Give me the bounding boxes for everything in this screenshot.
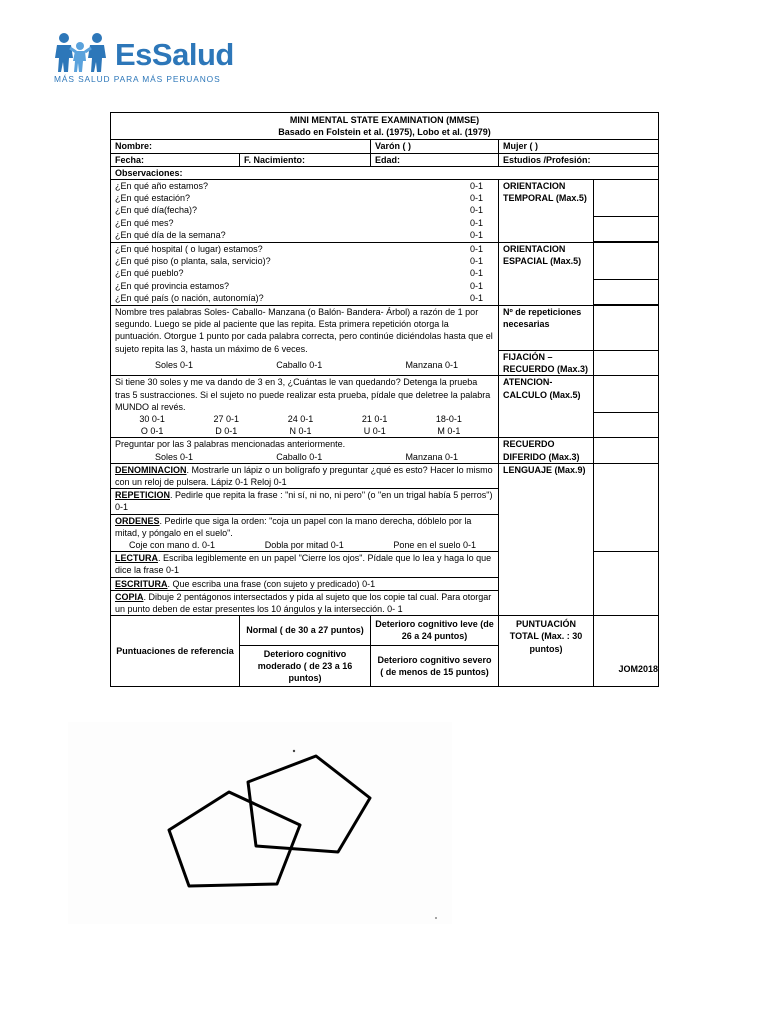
- essalud-logo: [52, 32, 242, 88]
- copia-item: COPIA. Dibuje 2 pentágonos intersectados y pida al sujeto que los copie tal cual. Para otorgar un punto deben de estar presentes los 10 ángulos y la intersección. 0- 1: [111, 590, 499, 615]
- score-box[interactable]: [594, 376, 659, 413]
- family-icon: [52, 32, 114, 74]
- word-manzana: Manzana 0-1: [405, 359, 458, 370]
- score-box[interactable]: [594, 217, 659, 242]
- score-box[interactable]: [594, 463, 659, 551]
- leve-range: Deterioro cognitivo leve (de 26 a 24 puntos): [371, 616, 499, 645]
- repeticiones-box[interactable]: [594, 306, 659, 351]
- word-caballo: Caballo 0-1: [276, 359, 323, 370]
- brand-tagline: MÁS SALUD PARA MÁS PERUANOS: [54, 74, 221, 84]
- question-item: ¿En qué hospital ( o lugar) estamos? 0-1: [115, 244, 483, 255]
- repeticiones-label: Nº de repeticiones necesarias: [499, 306, 594, 351]
- question-item: ¿En qué país (o nación, autonomía)? 0-1: [115, 292, 483, 303]
- letters-row: O 0-1 D 0-1 N 0-1 U 0-1 M 0-1: [140, 426, 461, 437]
- word-soles: Soles 0-1: [155, 359, 194, 370]
- left-pentagon: [169, 792, 300, 886]
- observaciones-field[interactable]: Observaciones:: [111, 166, 659, 179]
- pentagon-drawing: [68, 722, 452, 924]
- score-box[interactable]: [594, 413, 659, 438]
- moderado-range: Deterioro cognitivo moderado ( de 23 a 16 puntos): [240, 645, 371, 687]
- question-item: ¿En qué piso (o planta, sala, servicio)? 0-1: [115, 256, 483, 267]
- nacimiento-field[interactable]: F. Nacimiento:: [240, 153, 371, 166]
- score-box[interactable]: [594, 438, 659, 463]
- fijacion-label: FIJACIÓN – RECUERDO (Max.3): [499, 351, 594, 376]
- score-box[interactable]: [594, 280, 659, 305]
- referencia-label: Puntuaciones de referencia: [111, 616, 240, 687]
- score-box[interactable]: [594, 552, 659, 616]
- mujer-field[interactable]: Mujer ( ): [499, 140, 659, 153]
- question-item: ¿En qué día(fecha)? 0-1: [115, 205, 483, 216]
- question-item: ¿En qué estación? 0-1: [115, 193, 483, 204]
- question-item: ¿En qué día de la semana? 0-1: [115, 229, 483, 240]
- form-title: MINI MENTAL STATE EXAMINATION (MMSE): [289, 115, 480, 125]
- estudios-field[interactable]: Estudios /Profesión:: [499, 153, 659, 166]
- question-item: ¿En qué mes? 0-1: [115, 217, 483, 228]
- denominacion-item: DENOMINACION. Mostrarle un lápiz o un bolígrafo y preguntar ¿qué es esto? Hacer lo mismo con un reloj de pulsera. Lápiz 0-1 Reloj 0-1: [111, 463, 499, 488]
- temporal-label: ORIENTACION TEMPORAL (Max.5): [499, 180, 594, 243]
- puntuacion-total: PUNTUACIÓN TOTAL (Max. : 30 puntos): [499, 616, 594, 687]
- normal-range: Normal ( de 30 a 27 puntos): [240, 616, 371, 645]
- nombre-field[interactable]: Nombre:: [111, 140, 371, 153]
- right-pentagon: [248, 756, 370, 852]
- escritura-item: ESCRITURA. Que escriba una frase (con sujeto y predicado) 0-1: [111, 577, 499, 590]
- espacial-questions: [111, 243, 499, 306]
- fijacion-instructions: Nombre tres palabras Soles- Caballo- Manzana (o Balón- Bandera- Árbol) a razón de 1 por segundo. Luego se pide al paciente que las repita. Esta primera repetición otorga la puntuación. Otorgue 1 punto por cada palabra correcta, pero continúe diciéndolas hasta que el sujeto repita las 3, hasta un máximo de 6 veces. Soles 0-1 Caballo 0-1 Manzana 0-1: [111, 306, 499, 376]
- varon-field[interactable]: Varón ( ): [371, 140, 499, 153]
- repeticion-item: REPETICION. Pedirle que repita la frase : "ni sí, ni no, ni pero" (o "en un trigal había 5 perros") 0-1: [111, 489, 499, 514]
- brand-name: EsSalud: [115, 37, 234, 72]
- score-box[interactable]: [594, 243, 659, 280]
- espacial-label: ORIENTACION ESPACIAL (Max.5): [499, 243, 594, 306]
- subtraction-row: 30 0-1 27 0-1 24 0-1 21 0-1 18-0-1: [139, 414, 462, 425]
- mmse-form: [110, 112, 658, 687]
- ordenes-item: ORDENES. Pedirle que siga la orden: "coja un papel con la mano derecha, dóblelo por la mitad, y póngalo en el suelo". Coje con mano d. 0-1 Dobla por mitad 0-1 Pone en el suelo 0-1: [111, 514, 499, 552]
- lectura-item: LECTURA. Escriba legiblemente en un papel "Cierre los ojos". Pídale que lo lea y haga lo que dice la frase 0-1: [111, 552, 499, 577]
- recuerdo-label: RECUERDO DIFERIDO (Max.3): [499, 438, 594, 463]
- form-subtitle: Basado en Folstein et al. (1975), Lobo et al. (1979): [278, 127, 491, 138]
- recuerdo-instructions: Preguntar por las 3 palabras mencionadas anteriormente. Soles 0-1 Caballo 0-1 Manzana 0-1: [111, 438, 499, 463]
- footer-code: JOM2018: [618, 664, 658, 674]
- question-item: ¿En qué provincia estamos? 0-1: [115, 280, 483, 291]
- severo-range: Deterioro cognitivo severo ( de menos de 15 puntos): [371, 645, 499, 687]
- score-box[interactable]: [594, 180, 659, 217]
- atencion-instructions: Si tiene 30 soles y me va dando de 3 en 3, ¿Cuántas le van quedando? Detenga la prueba tras 5 sustracciones. Si el sujeto no puede realizar esta prueba, pídale que deletree la palabra MUNDO al revés. 30 0-1 27 0-1 24 0-1 21 0-1 18-0-1 O 0-1 D 0-1 N 0-1 U 0-1 M 0-1: [111, 376, 499, 438]
- edad-field[interactable]: Edad:: [371, 153, 499, 166]
- fecha-field[interactable]: Fecha:: [111, 153, 240, 166]
- question-item: ¿En qué pueblo? 0-1: [115, 268, 483, 279]
- total-score-box[interactable]: [594, 616, 659, 687]
- question-item: ¿En qué año estamos? 0-1: [115, 181, 483, 192]
- lenguaje-label: LENGUAJE (Max.9): [499, 463, 594, 615]
- score-box[interactable]: [594, 351, 659, 376]
- atencion-label: ATENCION-CALCULO (Max.5): [499, 376, 594, 438]
- temporal-questions: [111, 180, 499, 243]
